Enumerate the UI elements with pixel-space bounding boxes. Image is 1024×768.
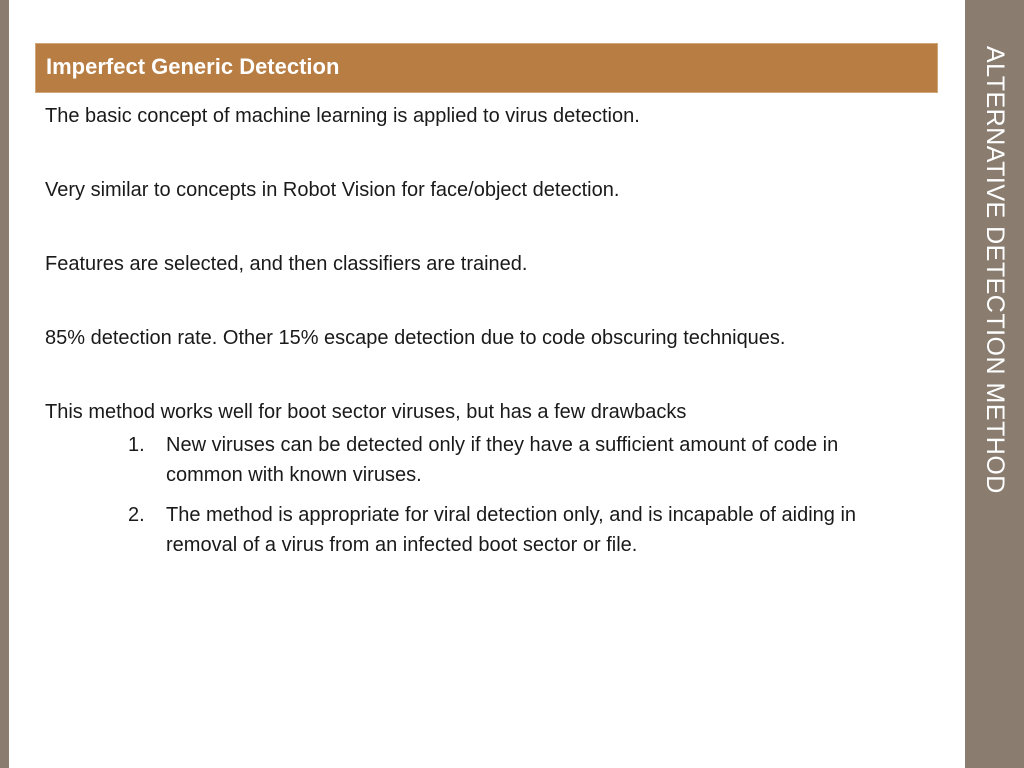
title-band: [35, 43, 938, 93]
side-section-title: ALTERNATIVE DETECTION METHOD: [981, 46, 1009, 494]
list-item: [128, 430, 935, 490]
body-paragraph: Features are selected, and then classifiers are trained.: [45, 253, 528, 275]
list-item-number: 1.: [128, 434, 145, 456]
list-item-number: 2.: [128, 504, 145, 526]
list-item: [128, 500, 935, 560]
right-side-panel: [965, 0, 1024, 768]
drawbacks-list: [45, 430, 935, 560]
left-accent-bar: [0, 0, 9, 768]
slide-title: Imperfect Generic Detection: [46, 54, 340, 79]
list-item-text: New viruses can be detected only if they have a sufficient amount of code in common with known viruses.: [166, 434, 839, 486]
list-item-text: The method is appropriate for viral detection only, and is incapable of aiding in removal of a virus from an infected boot sector or file.: [166, 504, 857, 556]
slide-body: [45, 101, 935, 570]
body-paragraph: 85% detection rate. Other 15% escape detection due to code obscuring techniques.: [45, 327, 786, 349]
body-paragraph: This method works well for boot sector viruses, but has a few drawbacks: [45, 401, 687, 423]
body-paragraph: Very similar to concepts in Robot Vision for face/object detection.: [45, 179, 620, 201]
body-paragraph: The basic concept of machine learning is applied to virus detection.: [45, 105, 640, 127]
